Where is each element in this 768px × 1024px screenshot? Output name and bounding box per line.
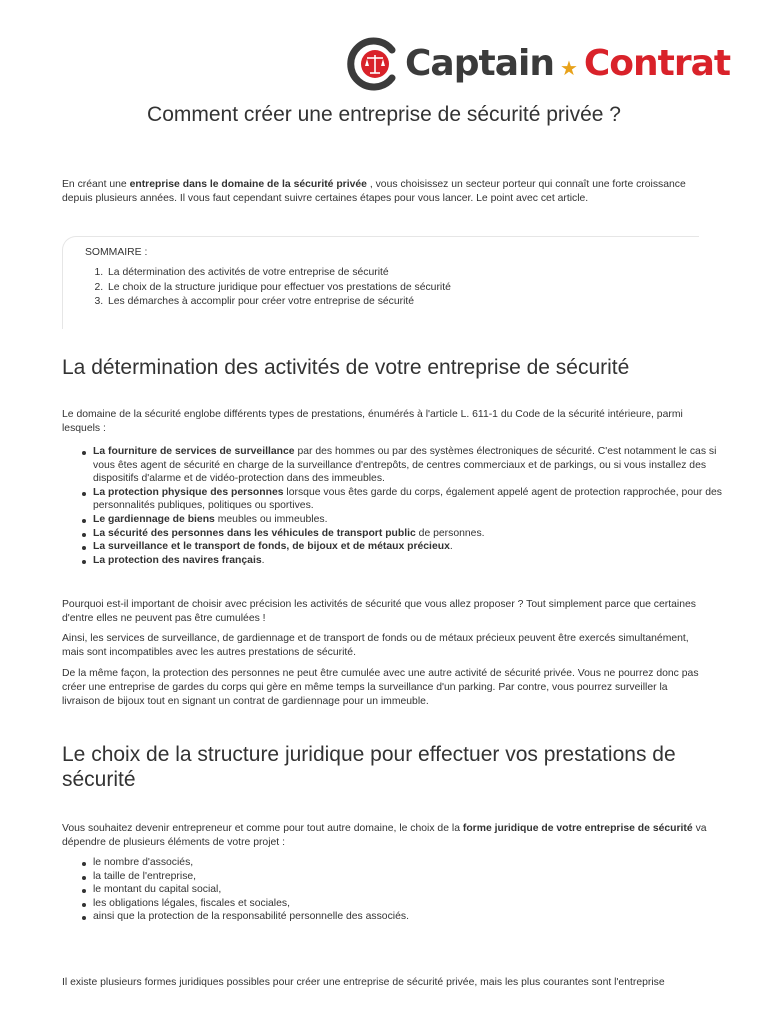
- list-item: le montant du capital social,: [93, 883, 741, 897]
- toc-item[interactable]: 1. La détermination des activités de votre entreprise de sécurité: [106, 266, 451, 281]
- section-heading-legal-structure: Le choix de la structure juridique pour effectuer vos prestations de sécurité: [62, 743, 676, 791]
- legal-form-link[interactable]: forme juridique de votre entreprise de sécurité: [462, 823, 693, 834]
- intro-text-after: , vous choisissez un secteur porteur qui connaît une forte croissance depuis plusieurs années. Il vous faut cependant suivre certaines étapes pour vous lancer. Le point avec cet article.: [62, 179, 686, 204]
- brand-word-captain: Captain: [405, 43, 554, 84]
- list-item: ainsi que la protection de la responsabilité personnelle des associés.: [93, 910, 741, 924]
- list-item: [93, 486, 741, 513]
- section1-paragraph-3: De la même façon, la protection des personnes ne peut être cumulée avec une autre activité de sécurité privée. Vous ne pourrez donc pas créer une entreprise de gardes du corps qui gère en même temps la surveillance d'un parking. Par contre, vous pourrez surveiller la livraison de bijoux tout en signant un contrat de gardiennage pour un immeuble.: [62, 668, 699, 707]
- list-item: [93, 513, 741, 527]
- section2-paragraph-1: Il existe plusieurs formes juridiques possibles pour créer une entreprise de sécurité privée, mais les plus courantes sont l'entreprise: [62, 977, 665, 988]
- section2-intro-after: va dépendre de plusieurs éléments de votre projet :: [62, 823, 707, 848]
- scales-of-justice-icon: [345, 36, 401, 92]
- section1-paragraph-1: Pourquoi est-il important de choisir avec précision les activités de sécurité que vous allez proposer ? Tout simplement parce que certaines d'entre elles ne peuvent pas être cumulées !: [62, 599, 696, 624]
- list-item: le nombre d'associés,: [93, 856, 741, 870]
- list-item-bold: La protection des navires français: [93, 554, 262, 566]
- list-item: les obligations légales, fiscales et sociales,: [93, 897, 741, 911]
- list-item-text: par des hommes ou par des systèmes électroniques de sécurité. C'est notamment le cas si vous êtes agent de sécurité en charge de la surveillance d'entrepôts, de centres commerciaux et de parkings, ou si vous installez des dispositifs d'alarme et de vidéo-protection dans des immeubles.: [93, 446, 717, 485]
- list-item-bold: Le gardiennage de biens: [93, 513, 215, 525]
- toc-list: [85, 266, 451, 310]
- toc-item[interactable]: 3. Les démarches à accomplir pour créer votre entreprise de sécurité: [106, 295, 451, 310]
- section2-intro-before: Vous souhaitez devenir entrepreneur et comme pour tout autre domaine, le choix de la: [62, 823, 463, 834]
- star-icon: ★: [559, 57, 578, 80]
- section-heading-activities: La détermination des activités de votre entreprise de sécurité: [62, 356, 630, 379]
- list-item-text: .: [261, 554, 265, 566]
- section2-intro: [62, 822, 708, 850]
- intro-text-before: En créant une: [62, 179, 130, 190]
- section1-paragraph-2: Ainsi, les services de surveillance, de gardiennage et de transport de fonds ou de métaux précieux peuvent être exercés simultanément, mais sont incompatibles avec les autres prestations de sécurité.: [62, 633, 689, 658]
- table-of-contents: [62, 236, 699, 329]
- criteria-list: [62, 856, 741, 924]
- brand-logo[interactable]: [345, 36, 730, 92]
- list-item-text: de personnes.: [415, 527, 485, 539]
- activities-list: [62, 445, 741, 567]
- list-item-bold: La surveillance et le transport de fonds, de bijoux et de métaux précieux: [93, 541, 450, 553]
- page-title: Comment créer une entreprise de sécurité privée ?: [147, 103, 621, 126]
- list-item: [93, 540, 741, 554]
- intro-paragraph: [62, 178, 708, 206]
- list-item-bold: La sécurité des personnes dans les véhicules de transport public: [93, 527, 416, 539]
- list-item-bold: La fourniture de services de surveillance: [93, 446, 295, 457]
- list-item-text: meubles ou immeubles.: [214, 513, 328, 525]
- list-item-text: lorsque vous êtes garde du corps, également appelé agent de protection rapprochée, pour des personnalités publiques, politiques ou sportives.: [93, 486, 722, 512]
- list-item: [93, 445, 741, 486]
- list-item: [93, 554, 741, 568]
- list-item-text: .: [449, 541, 453, 553]
- toc-title: SOMMAIRE :: [85, 247, 148, 258]
- list-item-bold: La protection physique des personnes: [93, 486, 284, 498]
- toc-item[interactable]: 2. Le choix de la structure juridique pour effectuer vos prestations de sécurité: [106, 281, 451, 296]
- section1-intro: Le domaine de la sécurité englobe différents types de prestations, énumérés à l'article L. 611-1 du Code de la sécurité intérieure, parmi lesquels :: [62, 409, 683, 434]
- list-item: [93, 527, 741, 541]
- list-item: la taille de l'entreprise,: [93, 870, 741, 884]
- brand-word-contrat: Contrat: [583, 43, 731, 84]
- intro-bold-link[interactable]: entreprise dans le domaine de la sécurité privée: [129, 179, 367, 190]
